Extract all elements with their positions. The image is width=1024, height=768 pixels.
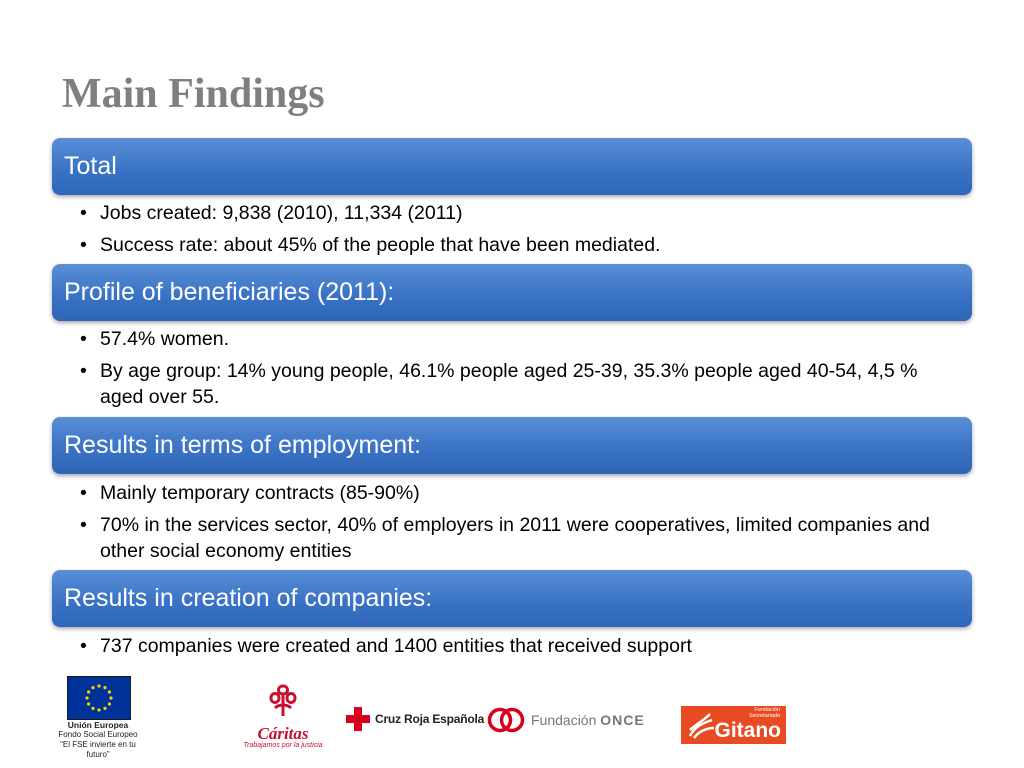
eu-caption [48,720,148,760]
list-item: • Mainly temporary contracts (85-90%) [80,482,420,504]
once-name: Fundación ONCE [531,712,645,728]
list-item: • Success rate: about 45% of the people that have been mediated. [80,234,661,256]
section-header-profile: Profile of beneficiaries (2011): [52,264,972,321]
list-item: • 57.4% women. [80,328,229,350]
list-item: • 737 companies were created and 1400 entities that received support [80,635,692,657]
bullet-icon: • [80,360,87,382]
bullet-icon: • [80,328,87,350]
caritas-name: Cáritas [257,724,309,743]
section-total-bullets [80,200,960,264]
section-companies-bullets [80,633,960,665]
bullet-icon: • [80,635,87,657]
eu-slogan-line: “El FSE invierte en tu futuro” [60,740,136,759]
fundacion-once-logo [487,705,645,735]
section-employment-bullets [80,480,960,570]
eu-stars-icon [68,677,130,719]
caritas-tagline: Trabajamos por la justicia [243,742,323,749]
bullet-icon: • [80,514,87,536]
list-item: • 70% in the services sector, 40% of employers in 2011 were cooperatives, limited companies and other social economy entities [80,514,930,562]
caritas-logo [238,684,328,752]
fundacion-gitano-logo [681,706,786,744]
bullet-icon: • [80,202,87,224]
gitano-small-text: Fundación Secretariado [748,707,780,719]
list-item: • By age group: 14% young people, 46.1% people aged 25-39, 35.3% people aged 40-54, 4,5 % aged over 55. [80,360,918,408]
once-rings-icon [487,705,525,735]
eu-fund-line: Fondo Social Europeo [58,730,138,739]
bullet-icon: • [80,234,87,256]
bullet-icon: • [80,482,87,504]
gitano-wheel-icon [686,710,716,740]
section-header-employment: Results in terms of employment: [52,417,972,474]
cruz-roja-logo [346,705,484,733]
red-cross-icon [346,707,370,731]
section-profile-bullets [80,326,960,416]
page-title: Main Findings [62,71,325,117]
eu-flag-logo [67,676,131,720]
eu-name: Unión Europea [67,720,129,730]
caritas-cross-icon [267,684,299,718]
section-header-companies: Results in creation of companies: [52,570,972,627]
cruz-roja-name: Cruz Roja Española [375,712,485,726]
section-header-total: Total [52,138,972,195]
list-item: • Jobs created: 9,838 (2010), 11,334 (2011) [80,202,463,224]
gitano-name: Gitano [714,719,781,742]
